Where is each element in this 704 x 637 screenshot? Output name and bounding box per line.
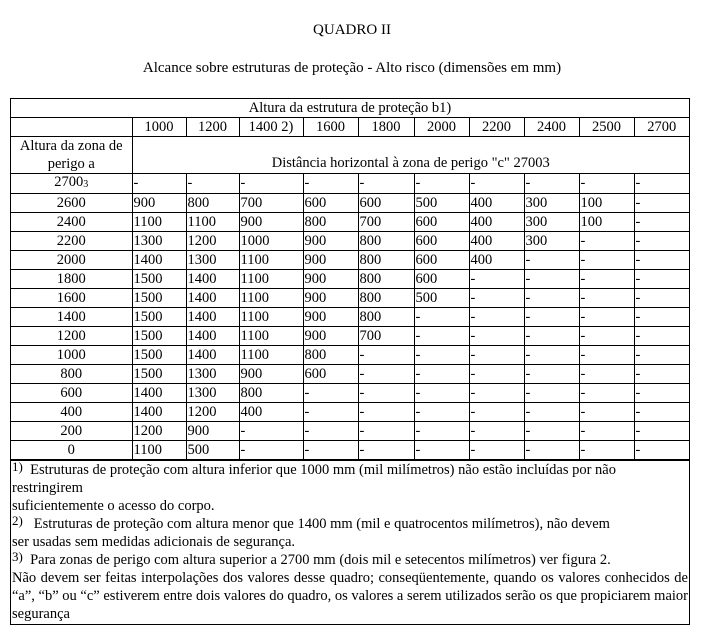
table-cell: -: [303, 422, 358, 441]
table-cell: 500: [414, 194, 469, 213]
table-cell: -: [634, 289, 689, 308]
footnote-1-line3: suficientemente o acesso do corpo.: [12, 498, 215, 514]
table-cell: -: [634, 232, 689, 251]
table-cell: -: [524, 289, 579, 308]
table-cell: 1400: [186, 308, 239, 327]
quadro-table-frame: [10, 98, 690, 625]
top-header: Altura da estrutura de proteção b1): [11, 99, 689, 118]
row-label: [11, 346, 132, 365]
table-cell: 900: [132, 194, 186, 213]
table-cell: -: [358, 441, 414, 460]
table-cell: -: [303, 174, 358, 194]
table-row: [11, 270, 689, 289]
footnote-2-mark: 2): [12, 513, 23, 528]
column-header: 1400 2): [239, 118, 303, 137]
table-cell: 400: [469, 232, 524, 251]
row-label: [11, 365, 132, 384]
table-cell: -: [469, 384, 524, 403]
table-cell: -: [579, 365, 634, 384]
table-cell: 1400: [132, 251, 186, 270]
table-cell: -: [634, 213, 689, 232]
table-cell: -: [524, 174, 579, 194]
table-cell: -: [634, 403, 689, 422]
table-cell: -: [524, 403, 579, 422]
table-cell: -: [524, 327, 579, 346]
document-title: QUADRO II: [313, 22, 391, 38]
row-header-label: Altura da zona de perigo a: [11, 137, 132, 174]
row-label-value: 600: [60, 384, 83, 401]
table-cell: -: [634, 270, 689, 289]
column-header: 1800: [358, 118, 414, 137]
table-cell: 1400: [186, 289, 239, 308]
table-cell: 1400: [132, 384, 186, 403]
table-cell: 1500: [132, 365, 186, 384]
table-cell: 400: [469, 213, 524, 232]
row-label: [11, 270, 132, 289]
table-row: [11, 289, 689, 308]
table-cell: 600: [303, 194, 358, 213]
row-label-value: 2000: [56, 251, 86, 268]
column-header: 2000: [414, 118, 469, 137]
row-label: [11, 308, 132, 327]
table-cell: 1100: [186, 213, 239, 232]
table-cell: 900: [186, 422, 239, 441]
table-cell: 1300: [186, 251, 239, 270]
table-row: [11, 308, 689, 327]
table-row: [11, 441, 689, 460]
reach-table: [11, 99, 689, 460]
table-cell: -: [634, 346, 689, 365]
table-cell: -: [634, 251, 689, 270]
table-cell: -: [469, 289, 524, 308]
table-cell: -: [414, 346, 469, 365]
table-cell: -: [132, 174, 186, 194]
table-cell: -: [634, 174, 689, 194]
row-label-value: 2400: [56, 213, 86, 230]
row-label-value: 2200: [56, 232, 86, 249]
table-cell: 1500: [132, 289, 186, 308]
table-cell: -: [469, 174, 524, 194]
table-cell: -: [579, 289, 634, 308]
table-cell: -: [579, 308, 634, 327]
table-cell: 900: [303, 308, 358, 327]
table-cell: -: [579, 441, 634, 460]
table-cell: 900: [239, 365, 303, 384]
row-label: [11, 384, 132, 403]
footnote-2-text: Estruturas de proteção com altura menor que 1400 mm (mil e quatrocentos milímetros), não devem: [33, 516, 610, 532]
table-cell: -: [414, 327, 469, 346]
table-cell: -: [303, 384, 358, 403]
table-row: [11, 422, 689, 441]
table-cell: 1500: [132, 327, 186, 346]
table-cell: -: [358, 365, 414, 384]
table-cell: -: [469, 327, 524, 346]
table-cell: 400: [469, 251, 524, 270]
table-cell: -: [358, 422, 414, 441]
table-row: [11, 365, 689, 384]
column-header: 1200: [186, 118, 239, 137]
row-label-value: 2700: [54, 174, 84, 190]
table-cell: -: [634, 384, 689, 403]
table-cell: -: [634, 365, 689, 384]
table-cell: -: [358, 174, 414, 194]
table-cell: 400: [239, 403, 303, 422]
table-cell: -: [186, 174, 239, 194]
table-cell: 600: [414, 270, 469, 289]
row-label: [11, 194, 132, 213]
row-label-value: 1800: [56, 270, 86, 287]
row-label: [11, 422, 132, 441]
table-cell: -: [469, 441, 524, 460]
table-cell: -: [579, 327, 634, 346]
table-cell: 1100: [132, 213, 186, 232]
footnote-3: [12, 551, 688, 569]
table-cell: -: [469, 308, 524, 327]
table-cell: 600: [303, 365, 358, 384]
table-cell: -: [579, 346, 634, 365]
table-row: [11, 346, 689, 365]
table-cell: -: [469, 346, 524, 365]
table-cell: -: [239, 422, 303, 441]
table-row: [11, 174, 689, 194]
row-label-value: 1400: [56, 308, 86, 325]
row-label-value: 0: [67, 441, 75, 458]
table-cell: 700: [358, 213, 414, 232]
table-row: [11, 251, 689, 270]
table-cell: -: [634, 327, 689, 346]
table-cell: -: [579, 422, 634, 441]
general-note: [12, 569, 688, 623]
table-cell: 1200: [132, 422, 186, 441]
table-cell: 1100: [239, 289, 303, 308]
table-cell: -: [303, 441, 358, 460]
table-cell: 1300: [186, 384, 239, 403]
table-cell: -: [469, 403, 524, 422]
row-label-value: 1200: [56, 327, 86, 344]
row-label: [11, 403, 132, 422]
table-cell: 700: [358, 327, 414, 346]
table-row: [11, 232, 689, 251]
table-cell: 1400: [186, 327, 239, 346]
table-cell: 500: [414, 289, 469, 308]
table-cell: -: [524, 441, 579, 460]
table-cell: 1300: [132, 232, 186, 251]
table-cell: -: [524, 422, 579, 441]
general-note-text: Não devem ser feitas interpolações dos valores desse quadro; conseqüentemente, quando os valores conhecidos de “a”, “b” ou “c” estiverem entre dois valores do quadro, os valores a serem utilizados serão os que propiciarem maior segurança: [12, 570, 689, 622]
table-cell: -: [414, 384, 469, 403]
table-cell: 800: [358, 232, 414, 251]
table-cell: -: [579, 174, 634, 194]
table-cell: 300: [524, 232, 579, 251]
table-cell: 900: [303, 251, 358, 270]
table-cell: -: [414, 365, 469, 384]
footnote-3-text: Para zonas de perigo com altura superior a 2700 mm (dois mil e setecentos milímetros) ver figura 2.: [30, 552, 611, 568]
table-cell: 1500: [132, 308, 186, 327]
distance-header: Distância horizontal à zona de perigo "c" 27003: [132, 137, 689, 174]
table-cell: 900: [303, 289, 358, 308]
row-label-value: 2600: [56, 194, 86, 211]
table-cell: -: [414, 422, 469, 441]
table-cell: 700: [239, 194, 303, 213]
table-cell: 900: [303, 270, 358, 289]
table-cell: 1400: [132, 403, 186, 422]
table-cell: 600: [414, 213, 469, 232]
table-cell: 800: [239, 384, 303, 403]
table-cell: -: [469, 422, 524, 441]
table-cell: -: [524, 384, 579, 403]
footnote-1-mark: 1): [12, 459, 23, 474]
row-label: [11, 232, 132, 251]
table-cell: 1500: [132, 270, 186, 289]
table-row: [11, 384, 689, 403]
row-label: [11, 251, 132, 270]
row-label-value: 1600: [56, 289, 86, 306]
table-cell: -: [524, 308, 579, 327]
table-cell: 1100: [239, 270, 303, 289]
table-cell: 600: [414, 232, 469, 251]
table-cell: -: [579, 232, 634, 251]
table-cell: -: [524, 251, 579, 270]
table-cell: 900: [303, 232, 358, 251]
table-cell: -: [634, 194, 689, 213]
table-cell: 800: [186, 194, 239, 213]
column-header: 1000: [132, 118, 186, 137]
table-cell: -: [303, 403, 358, 422]
table-cell: 1000: [239, 232, 303, 251]
table-cell: 1100: [239, 308, 303, 327]
footnote-1-line2: restringirem: [12, 480, 83, 496]
footnote-1-line1: Estruturas de proteção com altura inferior que 1000 mm (mil milímetros) não estão incluídas por não: [30, 462, 616, 478]
row-label-footnote: 3: [83, 179, 89, 190]
table-cell: -: [634, 308, 689, 327]
row-label-value: 200: [60, 422, 83, 439]
column-header: 2200: [469, 118, 524, 137]
table-cell: 1100: [239, 327, 303, 346]
table-cell: 900: [303, 327, 358, 346]
table-cell: 300: [524, 213, 579, 232]
table-row: [11, 403, 689, 422]
table-cell: -: [414, 441, 469, 460]
table-cell: 600: [414, 251, 469, 270]
table-cell: -: [414, 403, 469, 422]
table-cell: 1400: [186, 346, 239, 365]
row-label: [11, 213, 132, 232]
table-cell: 1200: [186, 403, 239, 422]
table-cell: 1100: [239, 346, 303, 365]
empty-header-cell: [11, 118, 132, 137]
table-cell: -: [358, 346, 414, 365]
row-label: [11, 174, 132, 194]
table-cell: 600: [358, 194, 414, 213]
table-cell: -: [579, 270, 634, 289]
column-header: 1600: [303, 118, 358, 137]
row-label: [11, 441, 132, 460]
table-cell: -: [579, 403, 634, 422]
table-row: [11, 194, 689, 213]
table-cell: 400: [469, 194, 524, 213]
table-cell: 100: [579, 213, 634, 232]
row-label-value: 400: [60, 403, 83, 420]
table-cell: -: [358, 403, 414, 422]
row-label-value: 800: [60, 365, 83, 382]
table-cell: -: [469, 270, 524, 289]
table-cell: -: [579, 251, 634, 270]
table-cell: -: [579, 384, 634, 403]
table-cell: -: [524, 346, 579, 365]
footnote-3-mark: 3): [12, 549, 23, 564]
table-row: [11, 327, 689, 346]
table-cell: 800: [358, 289, 414, 308]
column-header: 2700: [634, 118, 689, 137]
column-header: 2500: [579, 118, 634, 137]
table-cell: 1200: [186, 232, 239, 251]
table-cell: 1300: [186, 365, 239, 384]
table-cell: 1400: [186, 270, 239, 289]
table-cell: 1100: [239, 251, 303, 270]
footnote-2-line2: ser usadas sem medidas adicionais de segurança.: [12, 534, 296, 550]
table-cell: -: [634, 441, 689, 460]
row-label: [11, 327, 132, 346]
footnote-2: [12, 515, 688, 551]
footnote-1: [12, 461, 688, 515]
table-cell: -: [239, 441, 303, 460]
table-cell: 800: [358, 308, 414, 327]
table-cell: 800: [303, 213, 358, 232]
table-cell: -: [524, 365, 579, 384]
table-cell: 300: [524, 194, 579, 213]
table-cell: 800: [303, 346, 358, 365]
table-cell: -: [414, 308, 469, 327]
table-cell: -: [469, 365, 524, 384]
table-cell: 1500: [132, 346, 186, 365]
table-row: [11, 213, 689, 232]
table-cell: -: [524, 270, 579, 289]
table-cell: 100: [579, 194, 634, 213]
document-subtitle: Alcance sobre estruturas de proteção - Alto risco (dimensões em mm): [142, 60, 562, 76]
table-cell: -: [239, 174, 303, 194]
table-cell: 1100: [132, 441, 186, 460]
table-cell: -: [358, 384, 414, 403]
row-label: [11, 289, 132, 308]
footnotes: [11, 460, 689, 624]
row-label-value: 1000: [56, 346, 86, 363]
table-cell: -: [634, 422, 689, 441]
column-header: 2400: [524, 118, 579, 137]
table-cell: 800: [358, 251, 414, 270]
table-cell: 500: [186, 441, 239, 460]
table-cell: -: [414, 174, 469, 194]
table-cell: 800: [358, 270, 414, 289]
table-cell: 900: [239, 213, 303, 232]
